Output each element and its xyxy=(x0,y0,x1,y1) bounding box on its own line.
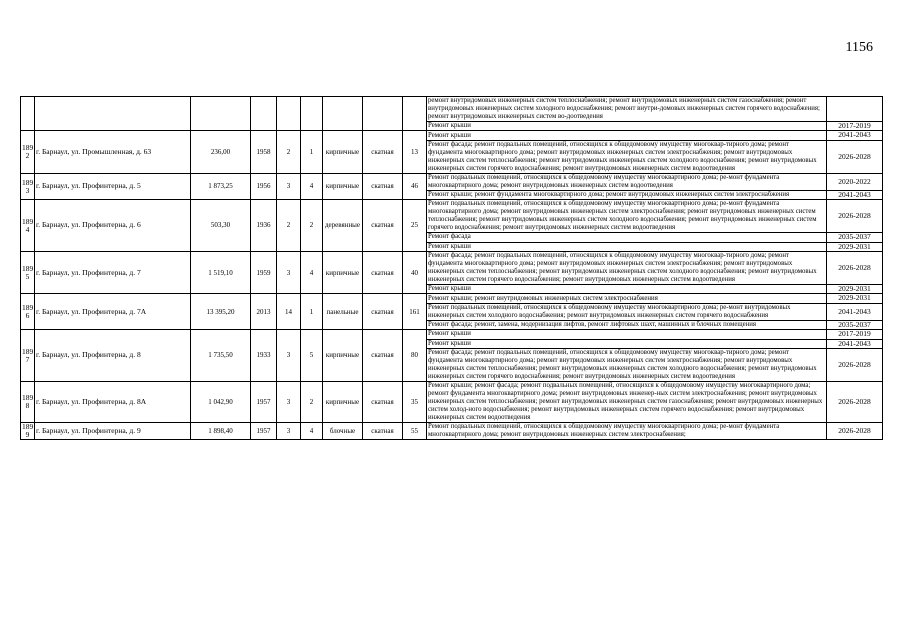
work-period: 2026-2028 xyxy=(827,382,883,423)
house-roof: скатная xyxy=(363,131,403,173)
work-period: 2029-2031 xyxy=(827,242,883,251)
work-description: Ремонт подвальных помещений, относящихся к общедомовому имуществу многоквартирного дома; ре-монт фундамента многоквартирного дома; ремонт внутридомовых инженерных систем водоотведения xyxy=(427,173,827,190)
house-year: 1933 xyxy=(251,330,277,382)
table-row xyxy=(21,382,883,423)
work-description: Ремонт крыши xyxy=(427,330,827,339)
work-description: Ремонт крыши; ремонт фундамента многоквартирного дома; ремонт внутридомовых инженерных систем электроснабжения xyxy=(427,190,827,199)
house-entrances: 5 xyxy=(301,330,323,382)
house-entrances: 2 xyxy=(301,200,323,252)
work-description: Ремонт крыши xyxy=(427,122,827,131)
page-number: 1156 xyxy=(845,40,873,55)
table-body xyxy=(21,97,883,440)
table-row xyxy=(21,97,883,122)
table-row xyxy=(21,252,883,285)
house-number-main: 189 xyxy=(22,346,34,356)
house-apartments: 80 xyxy=(403,330,427,382)
work-period xyxy=(827,97,883,122)
house-apartments: 46 xyxy=(403,173,427,199)
table-row xyxy=(21,131,883,140)
continuation-num xyxy=(21,97,35,131)
house-roof: скатная xyxy=(363,382,403,423)
house-floors: 3 xyxy=(277,382,301,423)
house-number-main: 189 xyxy=(22,216,34,226)
work-description: Ремонт подвальных помещений, относящихся к общедомовому имуществу многоквартирного дома; ре-монт фундамента многоквартирного дома; ремонт внутридомовых инженерных систем электроснабжения; xyxy=(427,423,827,440)
house-number xyxy=(21,252,35,294)
work-description: Ремонт крыши xyxy=(427,339,827,348)
house-address: г. Барнаул, ул. Профинтерна, д. 9 xyxy=(35,423,191,440)
work-description: ремонт внутридомовых инженерных систем теплоснабжения; ремонт внутридомовых инженерных систем газоснабжения; ремонт внутридомовых инженерных систем холодного водоснабжения; ремонт внутри-домовых инженерных систем горячего водоснабжения; ремонт внутридомовых инженерных систем во-доотведения xyxy=(427,97,827,122)
house-address: г. Барнаул, ул. Профинтерна, д. 5 xyxy=(35,173,191,199)
house-number-main: 189 xyxy=(22,302,34,312)
house-number xyxy=(21,294,35,330)
house-roof: скатная xyxy=(363,294,403,330)
table-row xyxy=(21,200,883,233)
repair-program-table xyxy=(20,96,883,440)
house-roof: скатная xyxy=(363,423,403,440)
house-walls: деревянные xyxy=(323,200,363,252)
house-area: 236,00 xyxy=(191,131,251,173)
continuation-roof xyxy=(363,97,403,131)
house-area: 1 898,40 xyxy=(191,423,251,440)
house-year: 1936 xyxy=(251,200,277,252)
house-area: 1 519,10 xyxy=(191,252,251,294)
house-walls: кирпичные xyxy=(323,131,363,173)
house-area: 1 042,90 xyxy=(191,382,251,423)
table-row xyxy=(21,294,883,303)
house-roof: скатная xyxy=(363,330,403,382)
house-number xyxy=(21,200,35,252)
work-period: 2026-2028 xyxy=(827,200,883,233)
work-description: Ремонт подвальных помещений, относящихся к общедомовому имуществу многоквартирного дома; ре-монт фундамента многоквартирного дома; ремонт внутридомовых инженерных систем электроснабжения; ремонт внутридомовых инженерных систем теплоснабжения; ремонт внутридомовых инженерных систем холодного водоснабжения; ремонт внутридомовых инженерных систем горячего водоснабжения; ремонт внутридомовых инженерных систем водоотведения xyxy=(427,200,827,233)
house-apartments: 25 xyxy=(403,200,427,252)
continuation-apartments xyxy=(403,97,427,131)
house-apartments: 161 xyxy=(403,294,427,330)
house-number xyxy=(21,173,35,199)
house-address: г. Барнаул, ул. Промышленная, д. 63 xyxy=(35,131,191,173)
house-number-main: 189 xyxy=(22,393,34,403)
house-year: 1957 xyxy=(251,423,277,440)
work-period: 2026-2028 xyxy=(827,252,883,285)
house-number xyxy=(21,423,35,440)
continuation-year xyxy=(251,97,277,131)
house-area: 503,30 xyxy=(191,200,251,252)
house-number-main: 189 xyxy=(22,422,34,432)
house-address: г. Барнаул, ул. Профинтерна, д. 8 xyxy=(35,330,191,382)
house-number xyxy=(21,330,35,382)
house-area: 13 395,20 xyxy=(191,294,251,330)
work-period: 2041-2043 xyxy=(827,339,883,348)
house-entrances: 4 xyxy=(301,252,323,294)
house-year: 2013 xyxy=(251,294,277,330)
house-address: г. Барнаул, ул. Профинтерна, д. 7А xyxy=(35,294,191,330)
house-walls: кирпичные xyxy=(323,173,363,199)
house-walls: панельные xyxy=(323,294,363,330)
work-period: 2017-2019 xyxy=(827,122,883,131)
work-description: Ремонт крыши; ремонт фасада; ремонт подвальных помещений, относящихся к общедомовому имуществу многоквартирного дома; ремонт фундамента многоквартирного дома; ремонт внутридомовых инженер-ных систем электроснабжения; ремонт внутридомовых инженерных систем теплоснабжения; ремонт внутридомовых инженерных систем газоснабжения; ремонт внутридомовых инженерных систем холод-ного водоснабжения; ремонт внутридомовых инженерных систем горячего водоснабжения; ремонт внутридомовых инженерных систем водоотведения xyxy=(427,382,827,423)
work-description: Ремонт подвальных помещений, относящихся к общедомовому имуществу многоквартирного дома; ре-монт внутридомовых инженерных систем холодного водоснабжения; ремонт внутридомовых инженерных систем горячего водоснабжения xyxy=(427,303,827,320)
house-roof: скатная xyxy=(363,173,403,199)
house-area: 1 873,25 xyxy=(191,173,251,199)
work-period: 2041-2043 xyxy=(827,303,883,320)
house-apartments: 40 xyxy=(403,252,427,294)
continuation-entrances xyxy=(301,97,323,131)
house-floors: 3 xyxy=(277,252,301,294)
work-period: 2026-2028 xyxy=(827,423,883,440)
house-number-suffix: 5 xyxy=(25,271,30,281)
work-period: 2026-2028 xyxy=(827,140,883,173)
house-number-main: 189 xyxy=(22,177,34,187)
work-description: Ремонт крыши xyxy=(427,131,827,140)
house-entrances: 4 xyxy=(301,423,323,440)
house-address: г. Барнаул, ул. Профинтерна, д. 6 xyxy=(35,200,191,252)
work-description: Ремонт фасада; ремонт, замена, модернизация лифтов, ремонт лифтовых шахт, машинных и блочных помещения xyxy=(427,320,827,329)
work-period: 2041-2043 xyxy=(827,131,883,140)
house-number-suffix: 7 xyxy=(25,354,30,364)
house-number-suffix: 6 xyxy=(25,310,30,320)
house-floors: 3 xyxy=(277,330,301,382)
work-period: 2026-2028 xyxy=(827,349,883,382)
house-year: 1958 xyxy=(251,131,277,173)
house-number-suffix: 9 xyxy=(25,430,30,440)
work-period: 2035-2037 xyxy=(827,320,883,329)
house-roof: скатная xyxy=(363,200,403,252)
house-roof: скатная xyxy=(363,252,403,294)
work-period: 2029-2031 xyxy=(827,285,883,294)
house-walls: кирпичные xyxy=(323,252,363,294)
house-walls: блочные xyxy=(323,423,363,440)
house-year: 1959 xyxy=(251,252,277,294)
work-period: 2029-2031 xyxy=(827,294,883,303)
house-number-suffix: 3 xyxy=(25,185,30,195)
continuation-walls xyxy=(323,97,363,131)
house-walls: кирпичные xyxy=(323,382,363,423)
house-walls: кирпичные xyxy=(323,330,363,382)
house-number-suffix: 4 xyxy=(25,224,30,234)
house-year: 1957 xyxy=(251,382,277,423)
work-period: 2035-2037 xyxy=(827,233,883,242)
house-apartments: 13 xyxy=(403,131,427,173)
house-area: 1 735,50 xyxy=(191,330,251,382)
house-floors: 2 xyxy=(277,200,301,252)
house-number xyxy=(21,131,35,173)
work-description: Ремонт фасада; ремонт подвальных помещений, относящихся к общедомовому имуществу многоквар-тирного дома; ремонт фундамента многоквартирного дома; ремонт внутридомовых инженерных систем электроснабжения; ремонт внутридомовых инженерных систем теплоснабжения; ремонт внутридомовых инженерных систем холодного водоснабжения; ремонт внутридомовых инженерных систем горячего водоснабжения; ремонт внутридомовых инженерных систем водоотведения xyxy=(427,252,827,285)
house-entrances: 2 xyxy=(301,382,323,423)
work-description: Ремонт фасада; ремонт подвальных помещений, относящихся к общедомовому имуществу многоквар-тирного дома; ремонт фундамента многоквартирного дома; ремонт внутридомовых инженерных систем электроснабжения; ремонт внутридомовых инженерных систем теплоснабжения; ремонт внутридомовых инженерных систем холодного водоснабжения; ремонт внутридомовых инженерных систем горячего водоснабжения; ремонт внутридомовых инженерных систем водоотведения xyxy=(427,349,827,382)
work-description: Ремонт фасада xyxy=(427,233,827,242)
table-row xyxy=(21,423,883,440)
work-period: 2041-2043 xyxy=(827,190,883,199)
house-year: 1956 xyxy=(251,173,277,199)
work-description: Ремонт крыши xyxy=(427,242,827,251)
continuation-address xyxy=(35,97,191,131)
house-entrances: 1 xyxy=(301,131,323,173)
work-description: Ремонт фасада; ремонт подвальных помещений, относящихся к общедомовому имуществу многоквар-тирного дома; ремонт фундамента многоквартирного дома; ремонт внутридомовых инженерных систем электроснабжения; ремонт внутридомовых инженерных систем теплоснабжения; ремонт внутридомовых инженерных систем холодного водоснабжения; ремонт внутридомовых инженерных систем горячего водоснабжения; ремонт внутридомовых инженерных систем водоотведения xyxy=(427,140,827,173)
house-apartments: 35 xyxy=(403,382,427,423)
house-number-main: 189 xyxy=(22,263,34,273)
house-number-main: 189 xyxy=(22,143,34,153)
house-number xyxy=(21,382,35,423)
continuation-area xyxy=(191,97,251,131)
house-number-suffix: 8 xyxy=(25,401,30,411)
work-description: Ремонт крыши xyxy=(427,285,827,294)
house-address: г. Барнаул, ул. Профинтерна, д. 8А xyxy=(35,382,191,423)
work-period: 2017-2019 xyxy=(827,330,883,339)
house-apartments: 55 xyxy=(403,423,427,440)
table-row xyxy=(21,330,883,339)
house-address: г. Барнаул, ул. Профинтерна, д. 7 xyxy=(35,252,191,294)
house-floors: 3 xyxy=(277,173,301,199)
house-number-suffix: 2 xyxy=(25,151,30,161)
house-entrances: 4 xyxy=(301,173,323,199)
house-floors: 2 xyxy=(277,131,301,173)
house-floors: 3 xyxy=(277,423,301,440)
continuation-floors xyxy=(277,97,301,131)
house-floors: 14 xyxy=(277,294,301,330)
house-entrances: 1 xyxy=(301,294,323,330)
work-description: Ремонт крыши; ремонт внутридомовых инженерных систем электроснабжения xyxy=(427,294,827,303)
work-period: 2020-2022 xyxy=(827,173,883,190)
table-row xyxy=(21,173,883,190)
